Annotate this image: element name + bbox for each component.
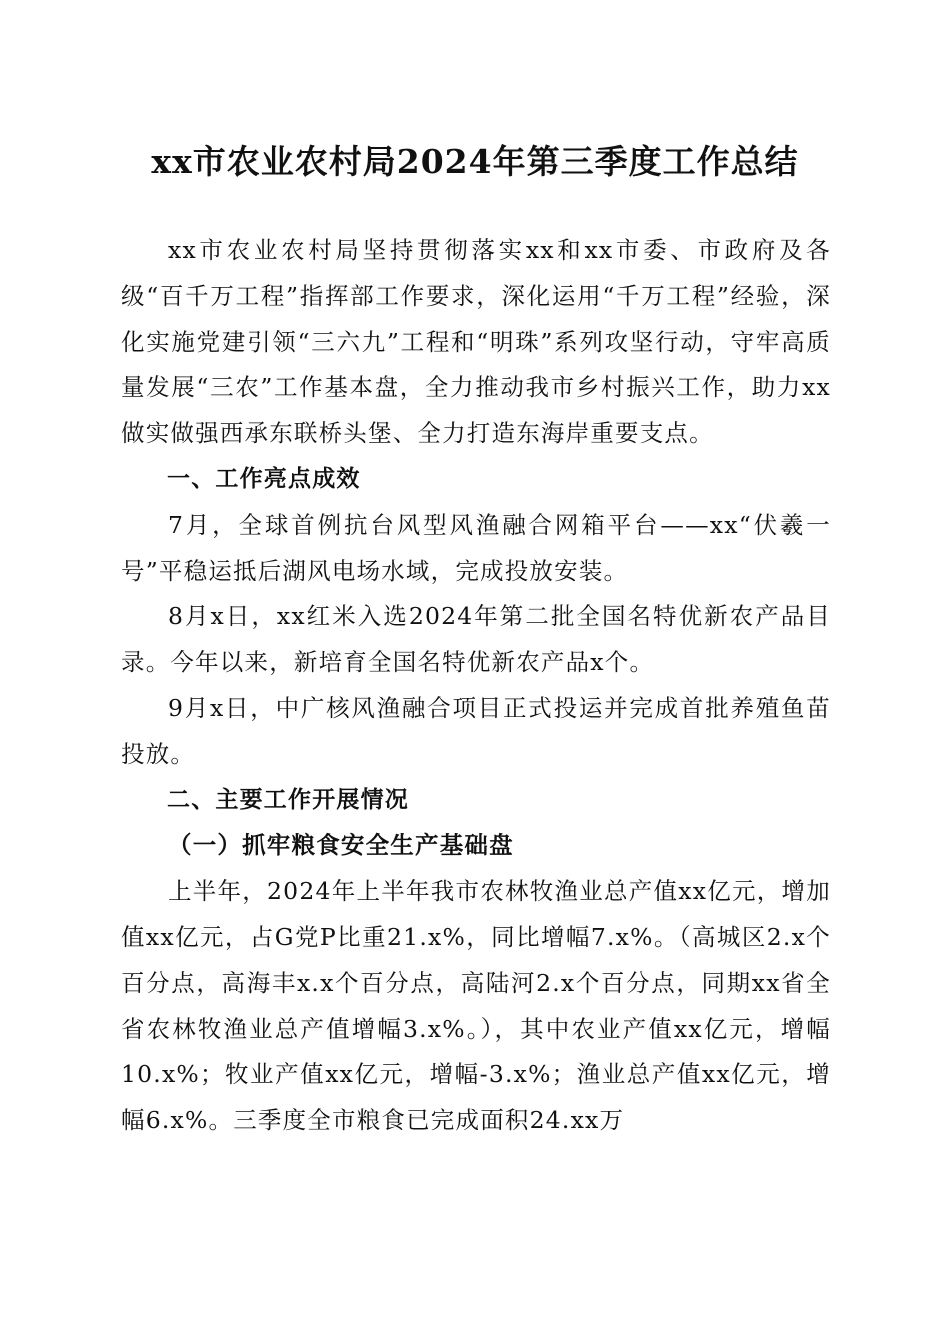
- highlight-paragraph: 9月x日，中广核风渔融合项目正式投运并完成首批养殖鱼苗投放。: [121, 693, 831, 768]
- document-title: xx市农业农村局2024年第三季度工作总结: [151, 142, 799, 181]
- section-heading-main-work: 二、主要工作开展情况: [167, 786, 409, 813]
- document-body: [121, 228, 831, 1144]
- highlight-paragraph: 8月x日，xx红米入选2024年第二批全国名特优新农产品目录。今年以来，新培育全国名特优新农产品x个。: [121, 602, 831, 677]
- body-paragraph: 上半年，2024年上半年我市农林牧渔业总产值xx亿元，增加值xx亿元，占G党P比重21.x%，同比增幅7.x%。（高城区2.x个百分点，高海丰x.x个百分点，高陆河2.x个百分点，同期xx省全省农林牧渔业总产值增幅3.x%。），其中农业产值xx亿元，增幅10.x%；牧业产值xx亿元，增幅-3.x%；渔业总产值xx亿元，增幅6.x%。三季度全市粮食已完成面积24.xx万: [121, 877, 831, 1135]
- highlight-paragraph: 7月，全球首例抗台风型风渔融合网箱平台——xx“伏羲一号”平稳运抵后湖风电场水域，完成投放安装。: [121, 510, 831, 585]
- intro-paragraph: xx市农业农村局坚持贯彻落实xx和xx市委、市政府及各级“百千万工程”指挥部工作要求，深化运用“千万工程”经验，深化实施党建引领“三六九”工程和“明珠”系列攻坚行动，守牢高质量发展“三农”工作基本盘，全力推动我市乡村振兴工作，助力xx做实做强西承东联桥头堡、全力打造东海岸重要支点。: [121, 236, 831, 448]
- section-heading-highlights: 一、工作亮点成效: [167, 465, 361, 492]
- subsection-heading-food-security: （一）抓牢粮食安全生产基础盘: [168, 831, 514, 860]
